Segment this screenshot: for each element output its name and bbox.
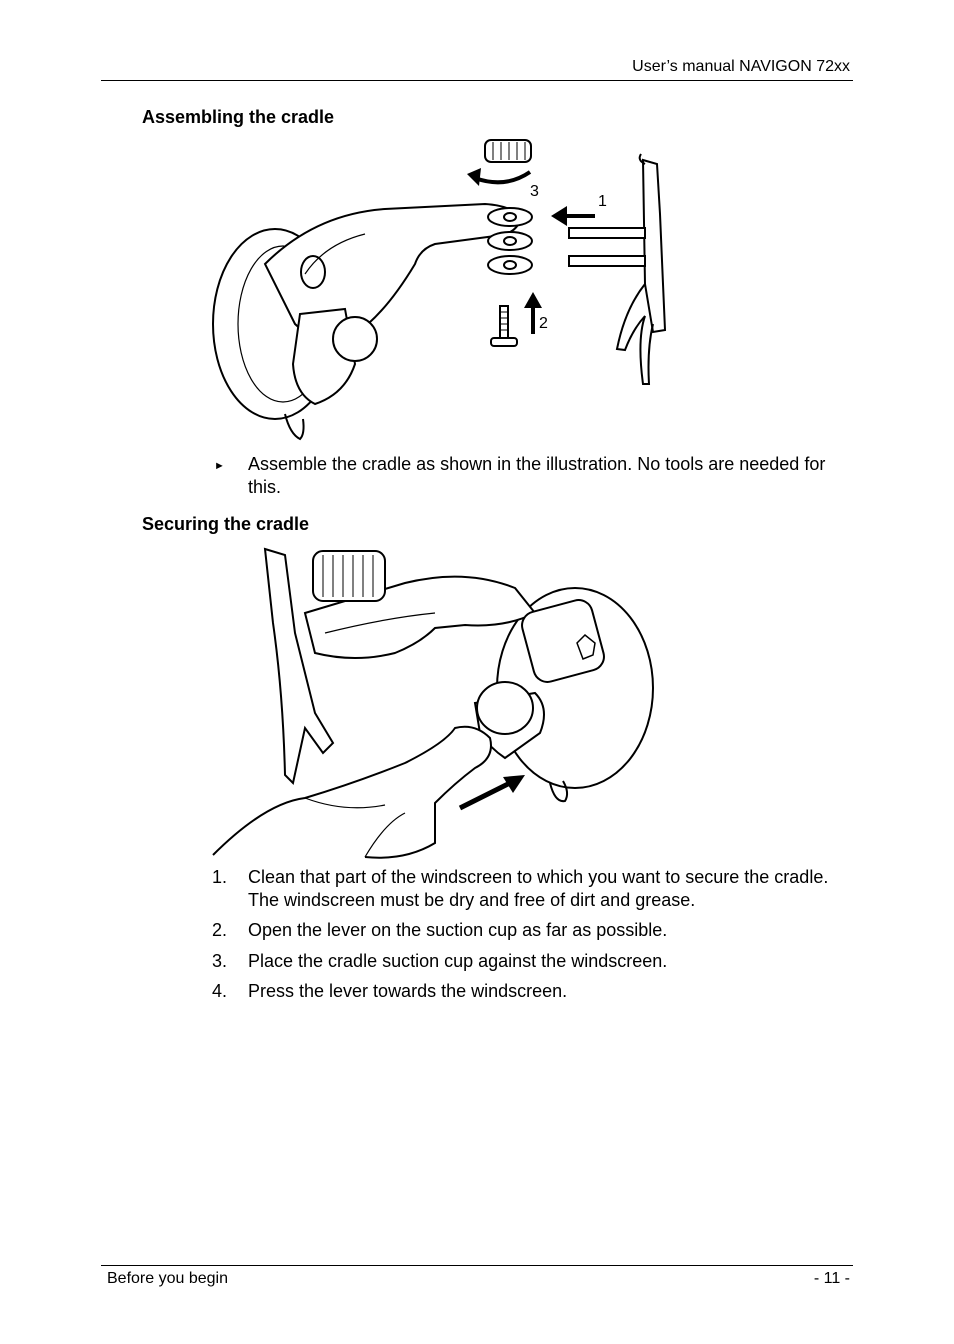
step-text: Press the lever towards the windscreen. [248,981,568,1001]
footer-rule [101,1265,853,1266]
step-label-2: 2 [539,315,548,332]
step-text: Clean that part of the windscreen to which you want to secure the cradle. The windscreen must be dry and free of dirt and grease. [248,867,829,910]
hand [213,727,491,858]
securing-illustration [205,543,665,863]
bullet-marker: ► [214,460,225,472]
footer-section-title: Before you begin [107,1270,228,1287]
step-number: 3. [212,951,228,971]
step-text: Open the lever on the suction cup as far as possible. [248,920,668,940]
prong-top [488,208,532,226]
lever-knob [333,317,377,361]
section-heading-assembling: Assembling the cradle [142,107,335,127]
prong-middle [488,232,532,250]
header-rule [101,80,853,81]
running-header: User’s manual NAVIGON 72xx [632,58,850,75]
assembly-instruction: Assemble the cradle as shown in the illustration. No tools are needed for this. [248,454,826,497]
step-number: 1. [212,867,228,887]
rotate-arrow [475,172,530,182]
lever-knob [477,682,533,734]
screw [500,306,508,338]
step-number: 2. [212,920,228,940]
knurled-nut [313,551,385,601]
assembly-illustration [205,134,685,449]
cradle-rail-top [569,228,645,238]
prong-bottom [488,256,532,274]
step-number: 4. [212,981,228,1001]
cradle-rail-bottom [569,256,645,266]
knurled-nut [485,140,531,162]
step-label-1: 1 [598,193,607,210]
section-heading-securing: Securing the cradle [142,514,310,534]
cradle-holder [643,160,665,332]
press-arrow [460,783,510,808]
page-number: - 11 - [813,1270,850,1287]
step-label-3: 3 [530,183,539,200]
step-text: Place the cradle suction cup against the windscreen. [248,951,668,971]
